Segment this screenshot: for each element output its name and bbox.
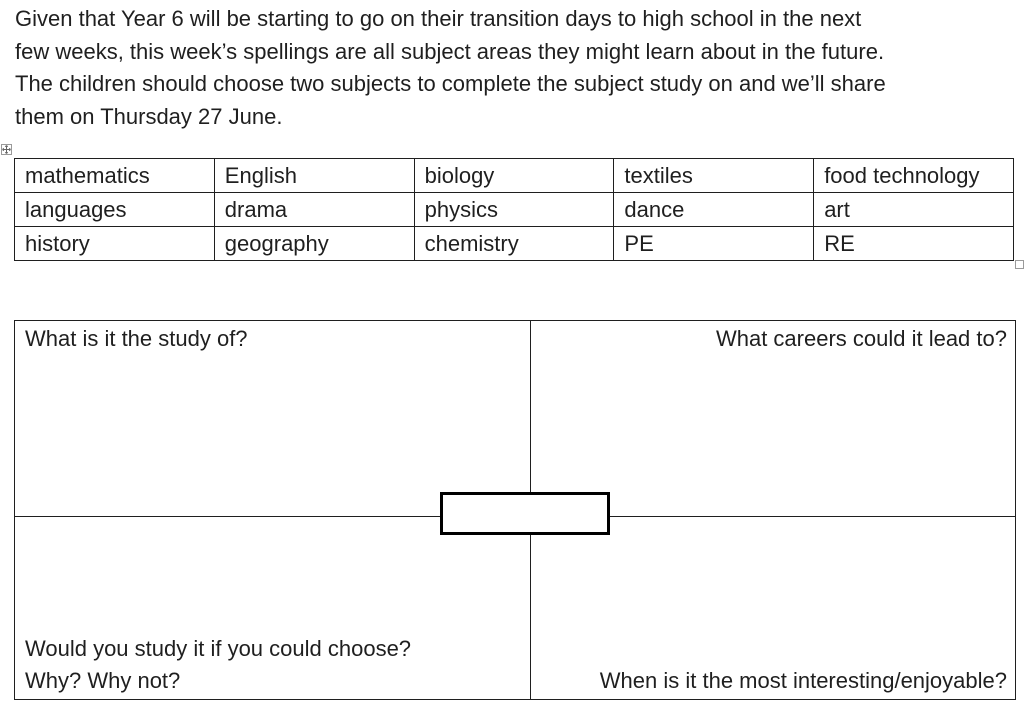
subject-name-box[interactable] bbox=[440, 492, 610, 535]
table-row bbox=[15, 159, 1014, 193]
spellings-table bbox=[14, 158, 1014, 261]
intro-line: them on Thursday 27 June. bbox=[15, 103, 283, 129]
table-cell[interactable]: geography bbox=[214, 227, 414, 261]
table-cell[interactable]: dance bbox=[614, 193, 814, 227]
question-most-interesting[interactable]: When is it the most interesting/enjoyable? bbox=[599, 668, 1007, 693]
question-careers[interactable]: What careers could it lead to? bbox=[715, 326, 1007, 351]
intro-paragraph bbox=[15, 3, 1015, 133]
question-would-you-study[interactable] bbox=[25, 633, 411, 697]
table-cell[interactable]: food technology bbox=[814, 159, 1014, 193]
table-cell[interactable]: biology bbox=[414, 159, 614, 193]
intro-line: few weeks, this week’s spellings are all subject areas they might learn about in the future. bbox=[15, 38, 885, 64]
table-cell[interactable]: RE bbox=[814, 227, 1014, 261]
table-move-handle-icon[interactable] bbox=[1, 144, 12, 155]
intro-line: Given that Year 6 will be starting to go on their transition days to high school in the next bbox=[15, 6, 862, 31]
question-line: Why? Why not? bbox=[25, 668, 181, 693]
table-cell[interactable]: drama bbox=[214, 193, 414, 227]
table-cell[interactable]: textiles bbox=[614, 159, 814, 193]
table-cell[interactable]: English bbox=[214, 159, 414, 193]
question-study-of[interactable]: What is it the study of? bbox=[25, 326, 248, 351]
table-row bbox=[15, 227, 1014, 261]
table-cell[interactable]: history bbox=[15, 227, 215, 261]
table-cell[interactable]: mathematics bbox=[15, 159, 215, 193]
table-resize-handle[interactable] bbox=[1015, 260, 1024, 269]
table-cell[interactable]: physics bbox=[414, 193, 614, 227]
question-line: Would you study it if you could choose? bbox=[25, 636, 412, 661]
table-cell[interactable]: PE bbox=[614, 227, 814, 261]
table-cell[interactable]: chemistry bbox=[414, 227, 614, 261]
table-cell[interactable]: languages bbox=[15, 193, 215, 227]
table-cell[interactable]: art bbox=[814, 193, 1014, 227]
table-row bbox=[15, 193, 1014, 227]
intro-line: The children should choose two subjects to complete the subject study on and we’ll share bbox=[15, 71, 886, 96]
